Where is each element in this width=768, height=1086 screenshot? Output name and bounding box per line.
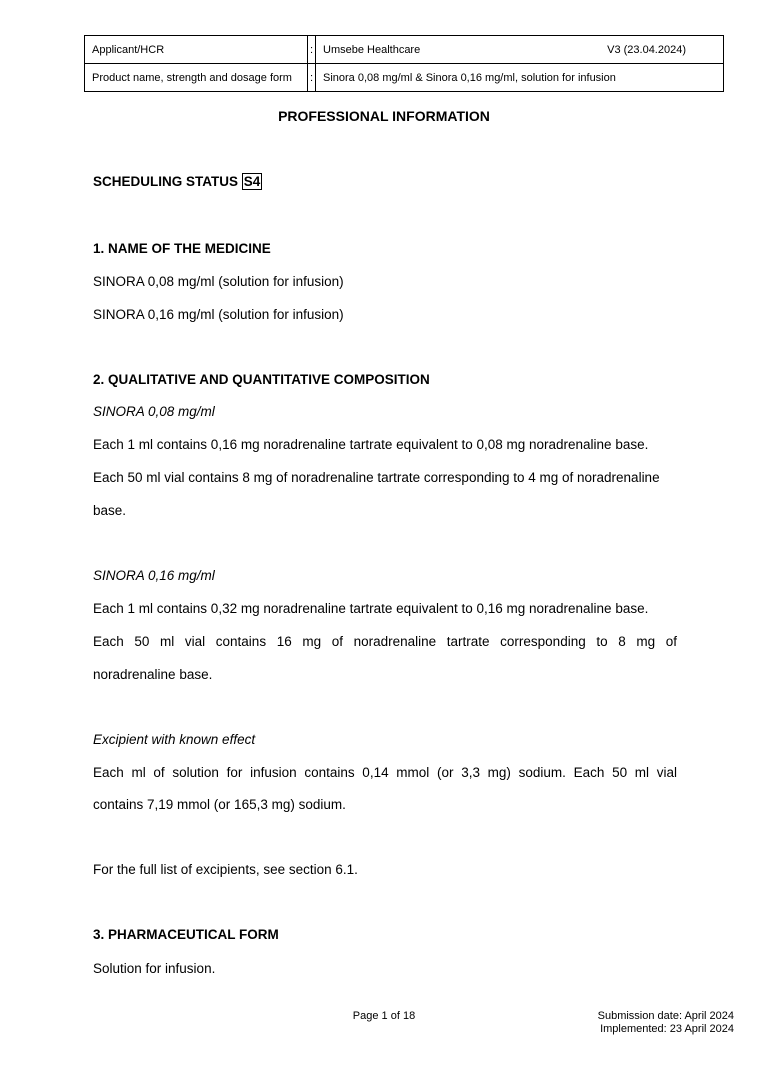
- header-separator: :: [308, 36, 316, 64]
- section2-sub2-line3: noradrenaline base.: [93, 667, 213, 682]
- section2-sub2-line2: Each 50 ml vial contains 16 mg of noradrenaline tartrate corresponding to 8 mg of: [93, 634, 677, 649]
- section2-sub1-line2: Each 50 ml vial contains 8 mg of noradrenaline tartrate corresponding to 4 mg of noradrenaline: [93, 470, 660, 485]
- excipient-title: Excipient with known effect: [93, 732, 256, 747]
- header-separator: :: [308, 64, 316, 92]
- excipient-line1: Each ml of solution for infusion contains 0,14 mmol (or 3,3 mg) sodium. Each 50 ml vial: [93, 765, 677, 780]
- header-row-applicant: [85, 36, 724, 64]
- excipient-line2: contains 7,19 mmol (or 165,3 mg) sodium.: [93, 797, 346, 812]
- header-table: [84, 35, 724, 92]
- applicant-label: Applicant/HCR: [85, 36, 308, 64]
- applicant-value: Umsebe Healthcare: [323, 43, 421, 56]
- section2-sub2-line1: Each 1 ml contains 0,32 mg noradrenaline tartrate equivalent to 0,16 mg noradrenaline base.: [93, 601, 649, 616]
- section2-sub1-title: SINORA 0,08 mg/ml: [93, 404, 215, 419]
- section2-heading: 2. QUALITATIVE AND QUANTITATIVE COMPOSITION: [93, 372, 430, 387]
- scheduling-status: [93, 175, 677, 189]
- section2-sub1-line1: Each 1 ml contains 0,16 mg noradrenaline tartrate equivalent to 0,08 mg noradrenaline base.: [93, 437, 649, 452]
- section3-heading: 3. PHARMACEUTICAL FORM: [93, 927, 279, 942]
- section2-sub1-line3: base.: [93, 503, 127, 518]
- header-row-product: [85, 64, 724, 92]
- scheduling-value: S4: [243, 174, 261, 189]
- product-value: Sinora 0,08 mg/ml & Sinora 0,16 mg/ml, solution for infusion: [316, 64, 724, 92]
- implemented-date: Implemented: 23 April 2024: [600, 1022, 734, 1035]
- section1-line: SINORA 0,16 mg/ml (solution for infusion): [93, 307, 344, 322]
- version-label: V3 (23.04.2024): [607, 43, 686, 56]
- footer-dates: [598, 1010, 734, 1035]
- page-number: Page 1 of 18: [352, 1010, 416, 1022]
- section3-line: Solution for infusion.: [93, 961, 216, 976]
- submission-date: Submission date: April 2024: [597, 1010, 734, 1022]
- section1-heading: 1. NAME OF THE MEDICINE: [93, 241, 271, 256]
- applicant-value-cell: [316, 36, 724, 64]
- excipient-reference: For the full list of excipients, see section 6.1.: [93, 862, 358, 877]
- section2-sub2-title: SINORA 0,16 mg/ml: [93, 568, 215, 583]
- document-title: PROFESSIONAL INFORMATION: [278, 108, 490, 124]
- section1-line: SINORA 0,08 mg/ml (solution for infusion): [93, 274, 344, 289]
- product-label: Product name, strength and dosage form: [85, 64, 308, 92]
- scheduling-label: SCHEDULING STATUS: [93, 174, 238, 189]
